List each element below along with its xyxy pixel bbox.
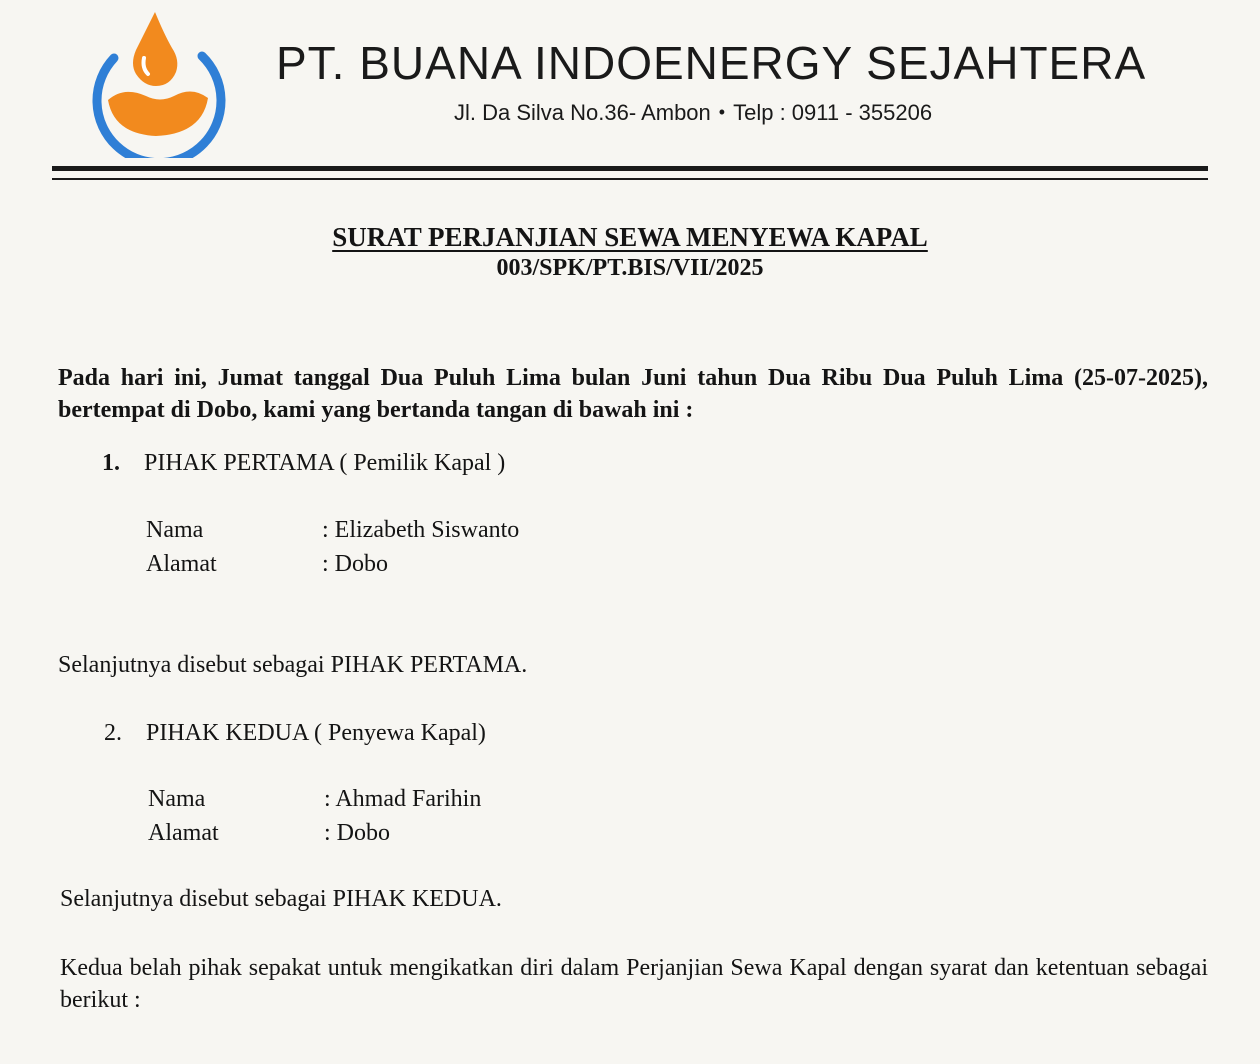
party2-name-row (148, 786, 481, 813)
party2-closing: Selanjutnya disebut sebagai PIHAK KEDUA. (60, 886, 502, 912)
party2-heading-text: PIHAK KEDUA ( Penyewa Kapal) (146, 720, 486, 746)
party1-address-value: : Dobo (322, 551, 388, 577)
water-drop-logo-icon (84, 10, 226, 158)
party2-address-row (148, 820, 390, 847)
party1-name-label: Nama (146, 517, 204, 543)
document-number: 003/SPK/PT.BIS/VII/2025 (496, 255, 764, 281)
party1-heading-text: PIHAK PERTAMA ( Pemilik Kapal ) (144, 450, 506, 476)
document-title: SURAT PERJANJIAN SEWA MENYEWA KAPAL (332, 222, 928, 252)
party1-closing: Selanjutnya disebut sebagai PIHAK PERTAMA. (58, 652, 528, 678)
party1-address-label: Alamat (146, 551, 217, 577)
party2-address-value: : Dobo (324, 820, 390, 846)
party1-name-value: : Elizabeth Siswanto (322, 517, 520, 543)
party1-address-row (146, 551, 388, 578)
party2-name-value: : Ahmad Farihin (324, 786, 482, 812)
company-name: PT. BUANA INDOENERGY SEJAHTERA (276, 37, 1147, 89)
party2-heading (104, 720, 486, 747)
party2-address-label: Alamat (148, 820, 219, 846)
party2-number: 2. (104, 720, 122, 746)
agreement-paragraph: Kedua belah pihak sepakat untuk mengikatkan diri dalam Perjanjian Sewa Kapal dengan syarat dan ketentuan sebagai berikut : (60, 955, 1208, 1013)
intro-paragraph: Pada hari ini, Jumat tanggal Dua Puluh Lima bulan Juni tahun Dua Ribu Dua Puluh Lima (25-07-2025), bertempat di Dobo, kami yang bertanda tangan di bawah ini : (58, 365, 1208, 423)
company-phone: Telp : 0911 - 355206 (733, 100, 933, 125)
party1-number: 1. (102, 450, 120, 476)
party1-heading (102, 450, 505, 477)
party2-name-label: Nama (148, 786, 206, 812)
party1-name-row (146, 517, 519, 544)
address-separator: • (718, 102, 726, 122)
company-address: Jl. Da Silva No.36- Ambon (454, 100, 711, 125)
header-rule-thin (52, 178, 1208, 180)
company-address-line (454, 100, 932, 126)
header-rule-thick (52, 166, 1208, 171)
